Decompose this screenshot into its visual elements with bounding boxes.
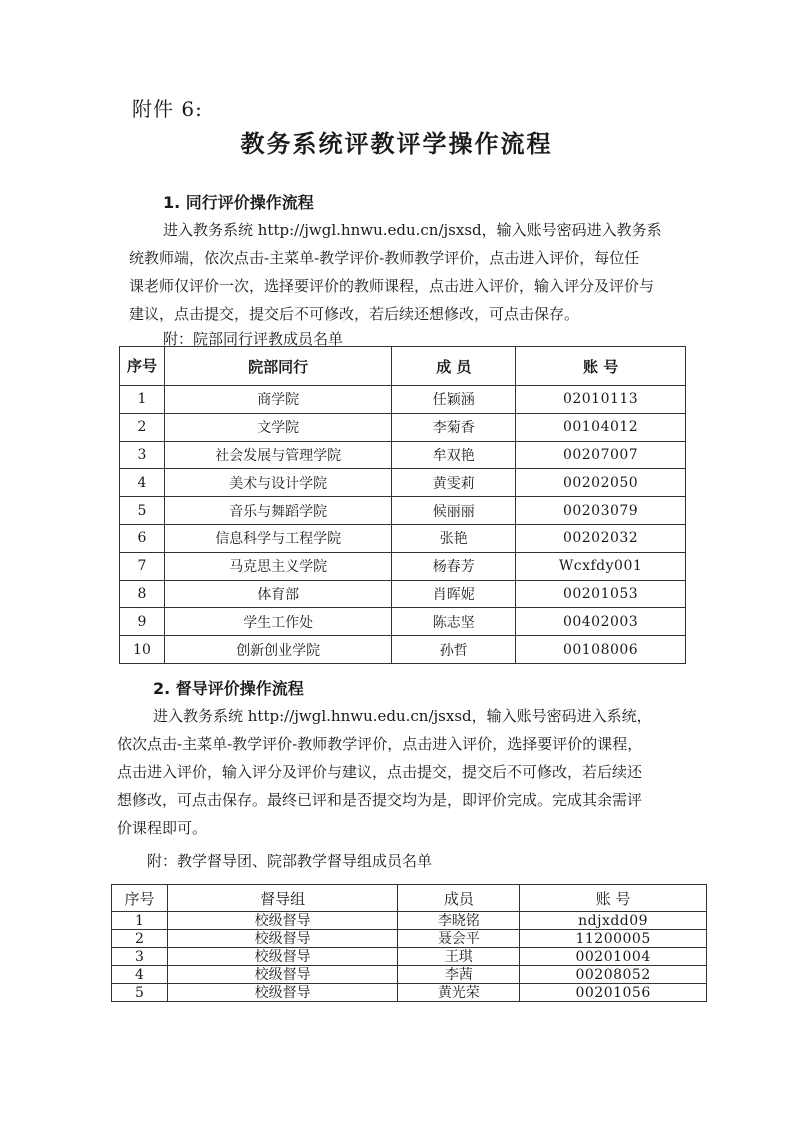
peer-evaluation-table	[119, 346, 686, 664]
cell-member: 孙哲	[392, 636, 516, 664]
header-dept: 院部同行	[164, 347, 392, 386]
header-seq: 序号	[120, 347, 165, 386]
table-row	[120, 497, 686, 525]
table-header-row	[112, 885, 707, 912]
table-row	[120, 552, 686, 580]
cell-seq: 5	[120, 497, 165, 525]
table-row	[112, 912, 707, 930]
table-row	[120, 608, 686, 636]
table-row	[112, 930, 707, 948]
cell-group: 校级督导	[167, 948, 398, 966]
cell-account: 00201053	[516, 580, 686, 608]
cell-seq: 3	[112, 948, 168, 966]
cell-account: ndjxdd09	[520, 912, 707, 930]
section1-heading: 1. 同行评价操作流程	[163, 193, 314, 212]
header-member: 成 员	[392, 347, 516, 386]
cell-group: 校级督导	[167, 984, 398, 1002]
cell-seq: 9	[120, 608, 165, 636]
cell-dept: 文学院	[164, 413, 392, 441]
header-group: 督导组	[167, 885, 398, 912]
cell-dept: 创新创业学院	[164, 636, 392, 664]
table-row	[120, 580, 686, 608]
table-row	[112, 984, 707, 1002]
cell-group: 校级督导	[167, 930, 398, 948]
table-row	[120, 413, 686, 441]
section1-paragraph	[129, 216, 662, 328]
cell-dept: 社会发展与管理学院	[164, 441, 392, 469]
table-row	[120, 469, 686, 497]
section2-line-5: 价课程即可。	[117, 819, 208, 837]
cell-dept: 美术与设计学院	[164, 469, 392, 497]
cell-member: 聂会平	[398, 930, 520, 948]
cell-account: 00208052	[520, 966, 707, 984]
cell-member: 张艳	[392, 524, 516, 552]
page-title: 教务系统评教评学操作流程	[240, 130, 553, 158]
section1-note: 附：院部同行评教成员名单	[163, 330, 344, 348]
section2-line-3: 点击进入评价，输入评分及评价与建议，点击提交，提交后不可修改，若后续还	[117, 763, 643, 781]
cell-member: 任颖涵	[392, 386, 516, 414]
cell-seq: 6	[120, 524, 165, 552]
cell-account: 02010113	[516, 386, 686, 414]
cell-member: 李晓铭	[398, 912, 520, 930]
cell-seq: 8	[120, 580, 165, 608]
cell-dept: 音乐与舞蹈学院	[164, 497, 392, 525]
cell-member: 肖晖妮	[392, 580, 516, 608]
header-member: 成员	[398, 885, 520, 912]
cell-seq: 4	[120, 469, 165, 497]
cell-seq: 2	[120, 413, 165, 441]
cell-seq: 1	[112, 912, 168, 930]
cell-account: 00201004	[520, 948, 707, 966]
cell-account: Wcxfdy001	[516, 552, 686, 580]
section2-line-2: 依次点击-主菜单-教学评价-教师教学评价，点击进入评价，选择要评价的课程，	[117, 735, 643, 753]
section2-heading: 2. 督导评价操作流程	[153, 679, 304, 698]
attachment-label: 附件 6:	[132, 97, 203, 121]
table-row	[112, 966, 707, 984]
cell-account: 11200005	[520, 930, 707, 948]
cell-dept: 体育部	[164, 580, 392, 608]
cell-member: 陈志坚	[392, 608, 516, 636]
table-row	[120, 441, 686, 469]
section2-paragraph	[117, 702, 652, 842]
cell-account: 00104012	[516, 413, 686, 441]
cell-member: 李茜	[398, 966, 520, 984]
cell-member: 黄雯莉	[392, 469, 516, 497]
cell-seq: 5	[112, 984, 168, 1002]
cell-account: 00207007	[516, 441, 686, 469]
cell-seq: 10	[120, 636, 165, 664]
cell-account: 00203079	[516, 497, 686, 525]
cell-seq: 1	[120, 386, 165, 414]
cell-seq: 7	[120, 552, 165, 580]
supervisor-table	[111, 884, 707, 1002]
cell-dept: 商学院	[164, 386, 392, 414]
section2-line-1: 进入教务系统 http://jwgl.hnwu.edu.cn/jsxsd，输入账号密码进入系统，	[153, 707, 652, 725]
section1-line-1: 进入教务系统 http://jwgl.hnwu.edu.cn/jsxsd，输入账号密码进入教务系	[163, 221, 662, 239]
cell-account: 00201056	[520, 984, 707, 1002]
cell-member: 黄光荣	[398, 984, 520, 1002]
section2-note: 附：教学督导团、院部教学督导组成员名单	[147, 852, 433, 870]
cell-member: 牟双艳	[392, 441, 516, 469]
cell-group: 校级督导	[167, 912, 398, 930]
cell-seq: 3	[120, 441, 165, 469]
cell-member: 杨春芳	[392, 552, 516, 580]
header-account: 账 号	[516, 347, 686, 386]
cell-account: 00202050	[516, 469, 686, 497]
table-row	[120, 636, 686, 664]
cell-seq: 4	[112, 966, 168, 984]
cell-member: 候丽丽	[392, 497, 516, 525]
cell-dept: 马克思主义学院	[164, 552, 392, 580]
table-row	[120, 386, 686, 414]
cell-account: 00402003	[516, 608, 686, 636]
cell-seq: 2	[112, 930, 168, 948]
section2-line-4: 想修改，可点击保存。最终已评和是否提交均为是，即评价完成。完成其余需评	[117, 791, 643, 809]
header-seq: 序号	[112, 885, 168, 912]
cell-dept: 学生工作处	[164, 608, 392, 636]
cell-dept: 信息科学与工程学院	[164, 524, 392, 552]
table-row	[120, 524, 686, 552]
section1-line-2: 统教师端，依次点击-主菜单-教学评价-教师教学评价，点击进入评价，每位任	[129, 249, 640, 267]
table-header-row	[120, 347, 686, 386]
table-row	[112, 948, 707, 966]
section1-line-3: 课老师仅评价一次，选择要评价的教师课程，点击进入评价，输入评分及评价与	[129, 277, 655, 295]
cell-group: 校级督导	[167, 966, 398, 984]
cell-account: 00108006	[516, 636, 686, 664]
section1-line-4: 建议，点击提交，提交后不可修改，若后续还想修改，可点击保存。	[129, 305, 580, 323]
cell-account: 00202032	[516, 524, 686, 552]
cell-member: 李菊香	[392, 413, 516, 441]
header-account: 账 号	[520, 885, 707, 912]
cell-member: 王琪	[398, 948, 520, 966]
